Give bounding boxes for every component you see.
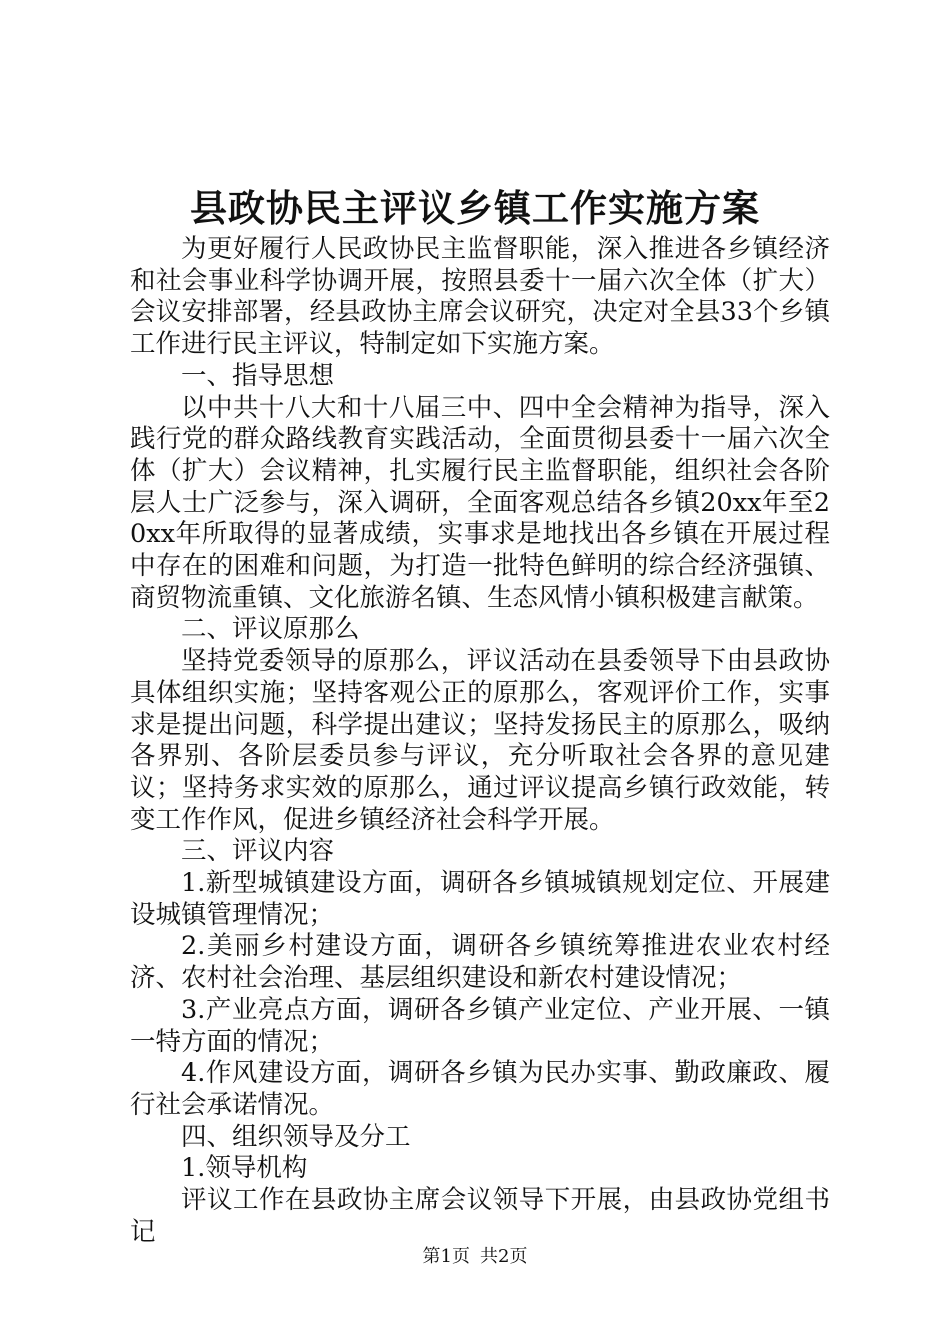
subheading-leadership: 1.领导机构: [181, 1153, 308, 1184]
page-total: 共2页: [480, 1246, 528, 1267]
section-heading-guiding-thought: 一、指导思想: [181, 360, 335, 391]
page-footer: [0, 1244, 950, 1270]
page-number: 第1页: [422, 1246, 470, 1267]
guiding-thought-paragraph: 以中共十八大和十八届三中、四中全会精神为指导，深入践行党的群众路线教育实践活动，全面贯彻县委十一届六次全体（扩大）会议精神，扎实履行民主监督职能，组织社会各阶层人士广泛参与，深入调研，全面客观总结各乡镇20xx年至20xx年所取得的显著成绩，实事求是地找出各乡镇在开展过程中存在的困难和问题，为打造一批特色鲜明的综合经济强镇、商贸物流重镇、文化旅游名镇、生态风情小镇积极建言献策。: [130, 392, 830, 613]
document-title: 县政协民主评议乡镇工作实施方案: [190, 186, 760, 230]
principles-paragraph: 坚持党委领导的原那么，评议活动在县委领导下由县政协具体组织实施；坚持客观公正的原那么，客观评价工作，实事求是提出问题，科学提出建议；坚持发扬民主的原那么，吸纳各界别、各阶层委员参与评议，充分听取社会各界的意见建议；坚持务求实效的原那么，通过评议提高乡镇行政效能，转变工作作风，促进乡镇经济社会科学开展。: [130, 646, 830, 835]
leadership-paragraph: 评议工作在县政协主席会议领导下开展，由县政协党组书记: [130, 1185, 830, 1247]
section-heading-organization: 四、组织领导及分工: [181, 1121, 411, 1152]
content-item-1: 1.新型城镇建设方面，调研各乡镇城镇规划定位、开展建设城镇管理情况；: [130, 868, 830, 930]
content-item-4: 4.作风建设方面，调研各乡镇为民办实事、勤政廉政、履行社会承诺情况。: [130, 1058, 830, 1120]
content-item-2: 2.美丽乡村建设方面，调研各乡镇统筹推进农业农村经济、农村社会治理、基层组织建设和新农村建设情况；: [130, 931, 830, 994]
section-heading-principles: 二、评议原那么: [181, 614, 360, 645]
document-body: [130, 234, 830, 1249]
content-item-3: 3.产业亮点方面，调研各乡镇产业定位、产业开展、一镇一特方面的情况；: [130, 994, 830, 1057]
section-heading-content: 三、评议内容: [181, 836, 335, 867]
intro-paragraph: 为更好履行人民政协民主监督职能，深入推进各乡镇经济和社会事业科学协调开展，按照县委十一届六次全体（扩大）会议安排部署，经县政协主席会议研究，决定对全县33个乡镇工作进行民主评议，特制定如下实施方案。: [130, 234, 830, 360]
